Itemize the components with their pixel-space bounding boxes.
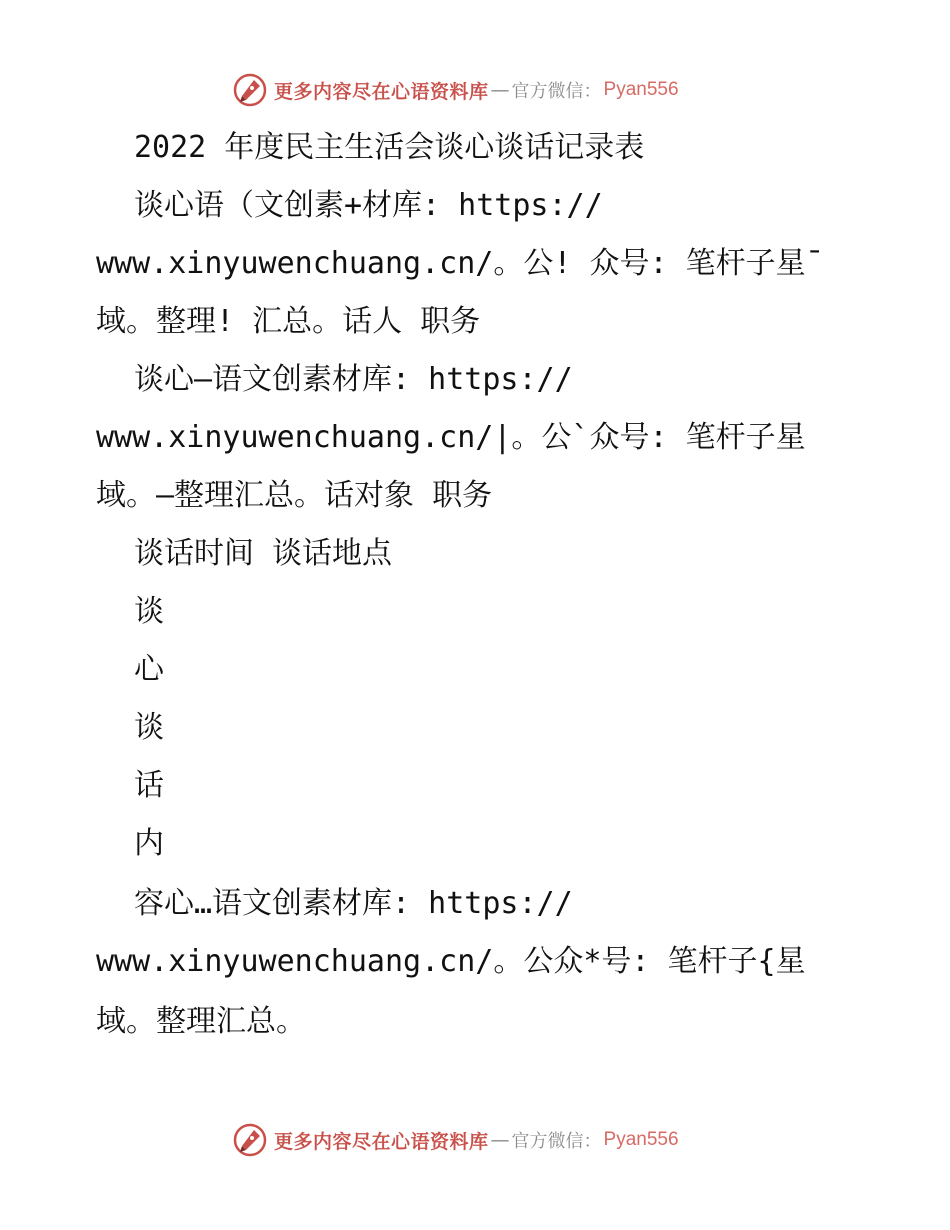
document-line: 谈话时间 谈话地点 xyxy=(134,536,393,571)
banner-wechat-id: Pyan556 xyxy=(603,79,679,100)
document-line: 域。整理! 汇总。话人 职务 xyxy=(96,304,481,339)
banner-separator: — xyxy=(490,1129,510,1151)
banner-brand-text: 更多内容尽在心语资料库 xyxy=(274,1130,489,1153)
document-line: 内 xyxy=(134,826,164,861)
header-banner xyxy=(232,70,712,110)
document-title: 2022 年度民主生活会谈心谈话记录表 xyxy=(134,130,645,165)
document-line: www.xinyuwenchuang.cn/|。公`众号: 笔杆子星 xyxy=(96,420,806,455)
document-line: 谈 xyxy=(134,594,164,629)
document-line: 话 xyxy=(134,768,164,803)
footer-banner xyxy=(232,1120,712,1160)
document-line: 谈心语（文创素+材库: https:// xyxy=(134,188,603,223)
document-line: 容心…语文创素材库: https:// xyxy=(134,886,573,921)
banner-brand-text: 更多内容尽在心语资料库 xyxy=(274,80,489,103)
document-line: 心 xyxy=(134,652,164,687)
document-line: 谈心—语文创素材库: https:// xyxy=(134,362,573,397)
pen-nib-logo-icon xyxy=(232,72,268,108)
pen-nib-logo-icon xyxy=(232,1122,268,1158)
banner-wechat-label: 官方微信： xyxy=(511,81,602,102)
document-line: www.xinyuwenchuang.cn/。公! 众号: 笔杆子星¯ xyxy=(96,246,824,281)
document-line: 域。—整理汇总。话对象 职务 xyxy=(96,478,493,513)
document-line: 谈 xyxy=(134,710,164,745)
document-line: 域。整理汇总。 xyxy=(96,1004,306,1039)
document-line: www.xinyuwenchuang.cn/。公众*号: 笔杆子{星 xyxy=(96,944,806,979)
banner-wechat-id: Pyan556 xyxy=(603,1129,679,1150)
banner-separator: — xyxy=(490,79,510,101)
banner-wechat-label: 官方微信： xyxy=(511,1131,602,1152)
